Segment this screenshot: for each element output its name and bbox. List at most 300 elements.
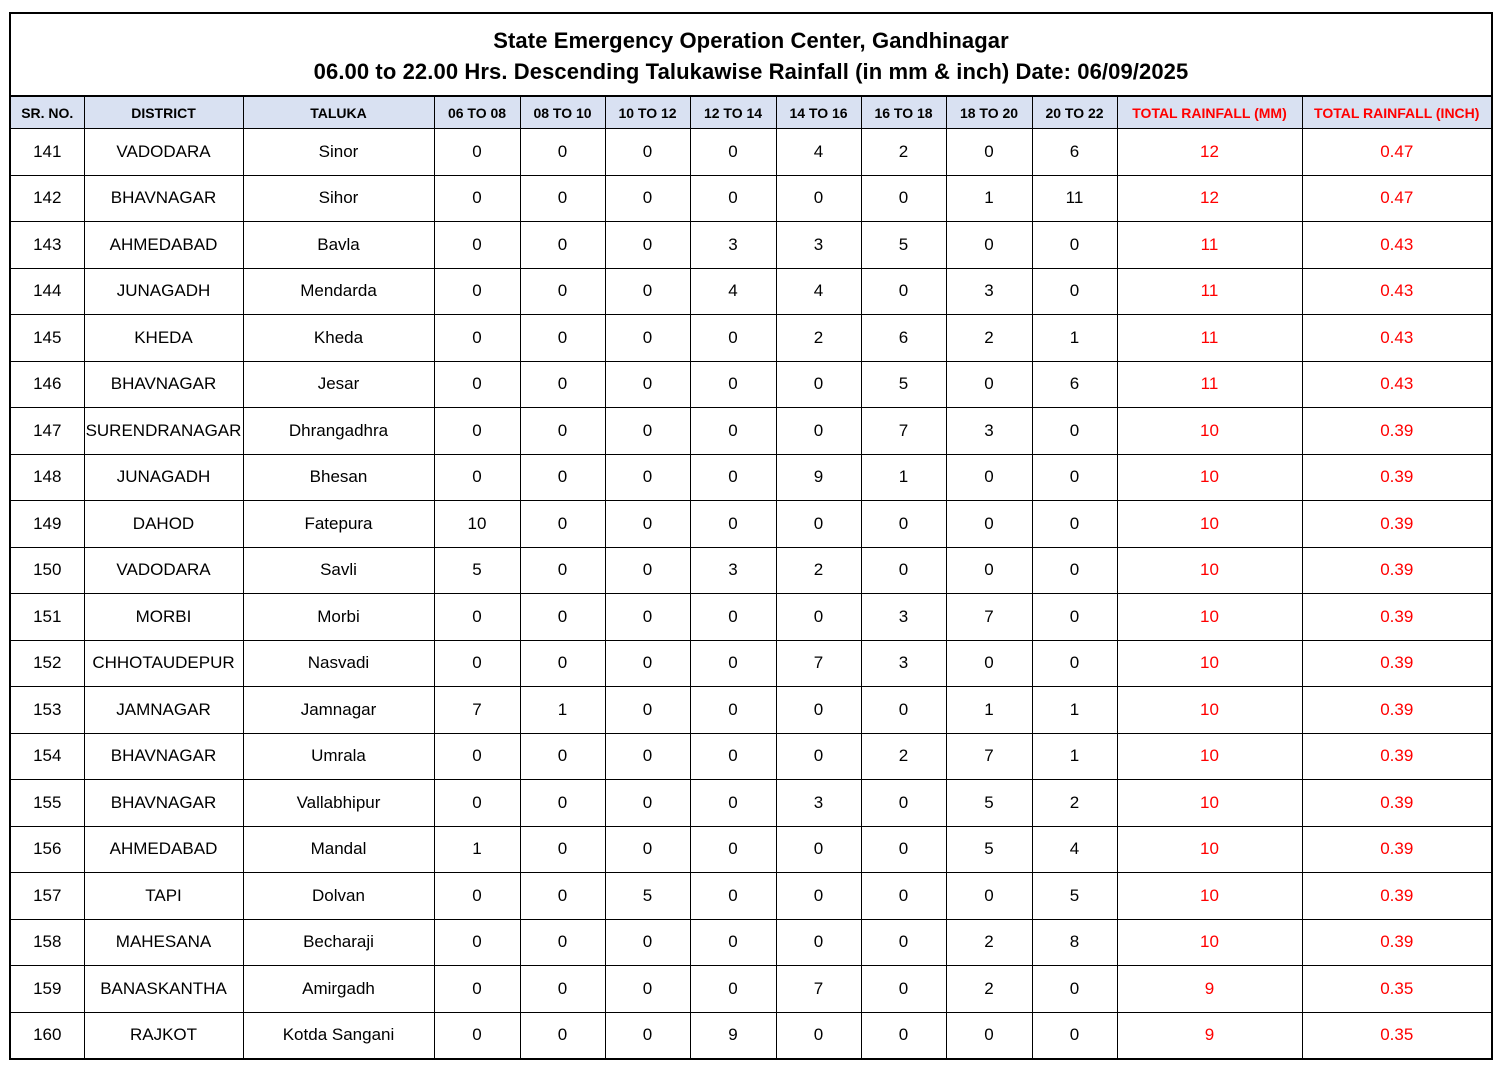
slot-16-18-cell: 0 [861, 547, 946, 594]
slot-14-16-cell: 0 [776, 1012, 861, 1058]
total-mm-cell: 10 [1117, 780, 1302, 827]
district-cell: JUNAGADH [84, 268, 243, 315]
sr-no-cell: 153 [11, 687, 84, 734]
slot-08-10-cell: 0 [520, 315, 605, 362]
slot-06-08-cell: 0 [434, 222, 520, 269]
slot-14-16-cell: 0 [776, 826, 861, 873]
slot-14-16-cell: 0 [776, 594, 861, 641]
total-mm-cell: 12 [1117, 175, 1302, 222]
taluka-cell: Mendarda [243, 268, 434, 315]
table-header-row [11, 97, 1491, 129]
slot-10-12-cell: 0 [605, 594, 690, 641]
table-row [11, 268, 1491, 315]
table-row [11, 361, 1491, 408]
total-mm-cell: 11 [1117, 315, 1302, 362]
total-inch-cell: 0.43 [1302, 361, 1491, 408]
slot-12-14-cell: 0 [690, 408, 776, 455]
slot-18-20-cell: 5 [946, 826, 1032, 873]
slot-18-20-cell: 7 [946, 594, 1032, 641]
slot-16-18-cell: 0 [861, 966, 946, 1013]
district-cell: TAPI [84, 873, 243, 920]
total-inch-cell: 0.39 [1302, 826, 1491, 873]
sr-no-cell: 147 [11, 408, 84, 455]
slot-08-10-cell: 0 [520, 268, 605, 315]
sr-no-cell: 156 [11, 826, 84, 873]
slot-16-18-cell: 0 [861, 268, 946, 315]
slot-08-10-cell: 0 [520, 222, 605, 269]
total-inch-cell: 0.47 [1302, 175, 1491, 222]
table-row [11, 687, 1491, 734]
slot-20-22-cell: 0 [1032, 966, 1117, 1013]
sr-no-cell: 149 [11, 501, 84, 548]
total-mm-cell: 10 [1117, 594, 1302, 641]
sr-no-cell: 151 [11, 594, 84, 641]
table-row [11, 129, 1491, 176]
taluka-cell: Amirgadh [243, 966, 434, 1013]
slot-14-16-cell: 0 [776, 361, 861, 408]
slot-20-22-cell: 2 [1032, 780, 1117, 827]
slot-14-16-cell: 3 [776, 780, 861, 827]
table-row [11, 1012, 1491, 1058]
slot-08-10-cell: 0 [520, 640, 605, 687]
slot-20-22-cell: 0 [1032, 1012, 1117, 1058]
slot-14-16-cell: 0 [776, 873, 861, 920]
total-mm-cell: 10 [1117, 547, 1302, 594]
slot-20-22-cell: 0 [1032, 408, 1117, 455]
sr-no-cell: 152 [11, 640, 84, 687]
slot-18-20-cell: 5 [946, 780, 1032, 827]
slot-10-12-cell: 0 [605, 640, 690, 687]
table-row [11, 315, 1491, 362]
slot-20-22-cell: 1 [1032, 687, 1117, 734]
taluka-cell: Dhrangadhra [243, 408, 434, 455]
taluka-cell: Bhesan [243, 454, 434, 501]
slot-20-22-cell: 0 [1032, 222, 1117, 269]
slot-12-14-cell: 0 [690, 687, 776, 734]
district-cell: BHAVNAGAR [84, 780, 243, 827]
slot-14-16-cell: 7 [776, 966, 861, 1013]
sr-no-cell: 159 [11, 966, 84, 1013]
table-row [11, 594, 1491, 641]
slot-12-14-cell: 0 [690, 919, 776, 966]
slot-12-14-cell: 0 [690, 501, 776, 548]
taluka-cell: Nasvadi [243, 640, 434, 687]
total-mm-cell: 10 [1117, 733, 1302, 780]
slot-18-20-cell: 0 [946, 873, 1032, 920]
slot-12-14-cell: 3 [690, 547, 776, 594]
total-mm-cell: 10 [1117, 501, 1302, 548]
slot-16-18-cell: 0 [861, 1012, 946, 1058]
slot-10-12-cell: 0 [605, 733, 690, 780]
slot-08-10-cell: 0 [520, 501, 605, 548]
total-inch-cell: 0.39 [1302, 501, 1491, 548]
slot-06-08-cell: 0 [434, 594, 520, 641]
total-inch-cell: 0.39 [1302, 780, 1491, 827]
slot-16-18-cell: 6 [861, 315, 946, 362]
slot-12-14-cell: 0 [690, 361, 776, 408]
slot-08-10-cell: 0 [520, 454, 605, 501]
slot-10-12-cell: 5 [605, 873, 690, 920]
district-cell: JUNAGADH [84, 454, 243, 501]
taluka-header: TALUKA [243, 97, 434, 129]
district-cell: MAHESANA [84, 919, 243, 966]
slot-08-10-cell: 0 [520, 780, 605, 827]
district-cell: BANASKANTHA [84, 966, 243, 1013]
total-inch-cell: 0.39 [1302, 408, 1491, 455]
table-row [11, 966, 1491, 1013]
slot-12-14-cell: 0 [690, 733, 776, 780]
slot-18-20-cell: 2 [946, 919, 1032, 966]
slot-16-18-cell: 5 [861, 361, 946, 408]
total-mm-cell: 10 [1117, 919, 1302, 966]
rainfall-report [9, 12, 1493, 1060]
slot-14-16-cell: 0 [776, 175, 861, 222]
slot-10-12-cell: 0 [605, 687, 690, 734]
slot-18-20-cell: 3 [946, 268, 1032, 315]
slot-06-08-cell: 0 [434, 454, 520, 501]
slot-06-08-cell: 0 [434, 640, 520, 687]
slot-14-16-cell: 9 [776, 454, 861, 501]
total-mm-cell: 10 [1117, 687, 1302, 734]
taluka-cell: Vallabhipur [243, 780, 434, 827]
district-cell: JAMNAGAR [84, 687, 243, 734]
total-mm-cell: 11 [1117, 361, 1302, 408]
slot-16-18-header: 16 TO 18 [861, 97, 946, 129]
sr-no-cell: 158 [11, 919, 84, 966]
sr-no-cell: 154 [11, 733, 84, 780]
slot-06-08-cell: 10 [434, 501, 520, 548]
total-inch-cell: 0.39 [1302, 594, 1491, 641]
slot-20-22-cell: 0 [1032, 594, 1117, 641]
slot-18-20-cell: 0 [946, 222, 1032, 269]
slot-20-22-cell: 8 [1032, 919, 1117, 966]
slot-20-22-cell: 0 [1032, 268, 1117, 315]
taluka-cell: Kheda [243, 315, 434, 362]
slot-08-10-cell: 0 [520, 547, 605, 594]
slot-08-10-cell: 0 [520, 594, 605, 641]
total-inch-cell: 0.47 [1302, 129, 1491, 176]
slot-18-20-cell: 0 [946, 361, 1032, 408]
slot-16-18-cell: 3 [861, 640, 946, 687]
total-inch-header: TOTAL RAINFALL (INCH) [1302, 97, 1491, 129]
district-cell: BHAVNAGAR [84, 361, 243, 408]
table-row [11, 547, 1491, 594]
total-inch-cell: 0.39 [1302, 919, 1491, 966]
slot-20-22-cell: 0 [1032, 454, 1117, 501]
table-row [11, 222, 1491, 269]
slot-20-22-cell: 6 [1032, 129, 1117, 176]
district-cell: KHEDA [84, 315, 243, 362]
total-inch-cell: 0.43 [1302, 222, 1491, 269]
slot-18-20-cell: 0 [946, 1012, 1032, 1058]
slot-18-20-cell: 0 [946, 454, 1032, 501]
slot-18-20-cell: 3 [946, 408, 1032, 455]
report-title-block [11, 14, 1491, 97]
slot-12-14-header: 12 TO 14 [690, 97, 776, 129]
taluka-cell: Jesar [243, 361, 434, 408]
slot-16-18-cell: 7 [861, 408, 946, 455]
slot-06-08-cell: 0 [434, 315, 520, 362]
slot-06-08-cell: 0 [434, 1012, 520, 1058]
slot-18-20-cell: 0 [946, 501, 1032, 548]
slot-06-08-cell: 0 [434, 873, 520, 920]
slot-16-18-cell: 0 [861, 919, 946, 966]
total-mm-cell: 10 [1117, 873, 1302, 920]
sr-no-cell: 141 [11, 129, 84, 176]
slot-20-22-cell: 0 [1032, 547, 1117, 594]
report-title: State Emergency Operation Center, Gandhinagar [493, 28, 1009, 53]
total-inch-cell: 0.35 [1302, 1012, 1491, 1058]
slot-16-18-cell: 2 [861, 733, 946, 780]
slot-06-08-cell: 0 [434, 408, 520, 455]
slot-18-20-cell: 2 [946, 315, 1032, 362]
slot-08-10-cell: 0 [520, 129, 605, 176]
slot-08-10-cell: 0 [520, 733, 605, 780]
slot-20-22-cell: 5 [1032, 873, 1117, 920]
table-row [11, 175, 1491, 222]
taluka-cell: Fatepura [243, 501, 434, 548]
sr-no-cell: 148 [11, 454, 84, 501]
slot-18-20-cell: 0 [946, 547, 1032, 594]
slot-06-08-cell: 0 [434, 129, 520, 176]
slot-18-20-cell: 0 [946, 129, 1032, 176]
slot-10-12-cell: 0 [605, 129, 690, 176]
slot-16-18-cell: 0 [861, 826, 946, 873]
slot-10-12-cell: 0 [605, 966, 690, 1013]
slot-10-12-cell: 0 [605, 501, 690, 548]
slot-08-10-cell: 0 [520, 966, 605, 1013]
taluka-cell: Becharaji [243, 919, 434, 966]
district-cell: VADODARA [84, 547, 243, 594]
total-inch-cell: 0.39 [1302, 547, 1491, 594]
taluka-cell: Jamnagar [243, 687, 434, 734]
table-row [11, 919, 1491, 966]
slot-20-22-cell: 1 [1032, 733, 1117, 780]
slot-14-16-cell: 7 [776, 640, 861, 687]
slot-14-16-cell: 0 [776, 501, 861, 548]
slot-20-22-cell: 1 [1032, 315, 1117, 362]
slot-06-08-cell: 1 [434, 826, 520, 873]
total-inch-cell: 0.39 [1302, 687, 1491, 734]
sr-no-cell: 150 [11, 547, 84, 594]
total-mm-cell: 9 [1117, 966, 1302, 1013]
total-inch-cell: 0.39 [1302, 454, 1491, 501]
slot-06-08-header: 06 TO 08 [434, 97, 520, 129]
taluka-cell: Sinor [243, 129, 434, 176]
district-cell: CHHOTAUDEPUR [84, 640, 243, 687]
table-row [11, 454, 1491, 501]
table-row [11, 640, 1491, 687]
slot-10-12-header: 10 TO 12 [605, 97, 690, 129]
slot-20-22-header: 20 TO 22 [1032, 97, 1117, 129]
total-inch-cell: 0.39 [1302, 640, 1491, 687]
slot-14-16-cell: 0 [776, 919, 861, 966]
slot-10-12-cell: 0 [605, 919, 690, 966]
slot-18-20-header: 18 TO 20 [946, 97, 1032, 129]
slot-20-22-cell: 11 [1032, 175, 1117, 222]
table-row [11, 780, 1491, 827]
slot-06-08-cell: 0 [434, 780, 520, 827]
slot-14-16-cell: 2 [776, 547, 861, 594]
district-cell: RAJKOT [84, 1012, 243, 1058]
slot-06-08-cell: 7 [434, 687, 520, 734]
district-cell: DAHOD [84, 501, 243, 548]
total-mm-cell: 10 [1117, 640, 1302, 687]
slot-14-16-cell: 0 [776, 687, 861, 734]
taluka-cell: Morbi [243, 594, 434, 641]
taluka-cell: Dolvan [243, 873, 434, 920]
district-cell: VADODARA [84, 129, 243, 176]
slot-16-18-cell: 5 [861, 222, 946, 269]
sr-no-cell: 145 [11, 315, 84, 362]
slot-12-14-cell: 3 [690, 222, 776, 269]
table-row [11, 501, 1491, 548]
slot-14-16-cell: 0 [776, 733, 861, 780]
slot-18-20-cell: 1 [946, 175, 1032, 222]
slot-08-10-cell: 0 [520, 175, 605, 222]
total-mm-cell: 9 [1117, 1012, 1302, 1058]
taluka-cell: Savli [243, 547, 434, 594]
total-mm-cell: 11 [1117, 222, 1302, 269]
slot-10-12-cell: 0 [605, 1012, 690, 1058]
sr-no-cell: 157 [11, 873, 84, 920]
slot-16-18-cell: 0 [861, 873, 946, 920]
district-cell: BHAVNAGAR [84, 733, 243, 780]
slot-14-16-cell: 0 [776, 408, 861, 455]
district-cell: AHMEDABAD [84, 826, 243, 873]
sr-no-cell: 142 [11, 175, 84, 222]
slot-14-16-cell: 3 [776, 222, 861, 269]
slot-20-22-cell: 4 [1032, 826, 1117, 873]
slot-08-10-cell: 0 [520, 919, 605, 966]
sr-no-header: SR. NO. [11, 97, 84, 129]
slot-10-12-cell: 0 [605, 315, 690, 362]
slot-12-14-cell: 0 [690, 873, 776, 920]
sr-no-cell: 144 [11, 268, 84, 315]
slot-06-08-cell: 5 [434, 547, 520, 594]
taluka-cell: Kotda Sangani [243, 1012, 434, 1058]
slot-08-10-cell: 1 [520, 687, 605, 734]
total-inch-cell: 0.43 [1302, 315, 1491, 362]
report-subtitle: 06.00 to 22.00 Hrs. Descending Talukawise Rainfall (in mm & inch) Date: 06/09/2025 [313, 59, 1189, 84]
slot-10-12-cell: 0 [605, 268, 690, 315]
sr-no-cell: 155 [11, 780, 84, 827]
slot-08-10-cell: 0 [520, 873, 605, 920]
slot-16-18-cell: 0 [861, 687, 946, 734]
slot-14-16-cell: 2 [776, 315, 861, 362]
slot-18-20-cell: 0 [946, 640, 1032, 687]
slot-10-12-cell: 0 [605, 361, 690, 408]
slot-06-08-cell: 0 [434, 966, 520, 1013]
table-row [11, 826, 1491, 873]
slot-12-14-cell: 0 [690, 966, 776, 1013]
sr-no-cell: 143 [11, 222, 84, 269]
slot-06-08-cell: 0 [434, 361, 520, 408]
slot-20-22-cell: 0 [1032, 501, 1117, 548]
slot-16-18-cell: 2 [861, 129, 946, 176]
district-cell: BHAVNAGAR [84, 175, 243, 222]
slot-16-18-cell: 0 [861, 175, 946, 222]
slot-14-16-cell: 4 [776, 268, 861, 315]
total-mm-cell: 10 [1117, 454, 1302, 501]
district-cell: AHMEDABAD [84, 222, 243, 269]
slot-12-14-cell: 0 [690, 315, 776, 362]
slot-12-14-cell: 0 [690, 454, 776, 501]
district-cell: MORBI [84, 594, 243, 641]
slot-18-20-cell: 2 [946, 966, 1032, 1013]
taluka-cell: Umrala [243, 733, 434, 780]
slot-14-16-header: 14 TO 16 [776, 97, 861, 129]
slot-08-10-cell: 0 [520, 826, 605, 873]
total-mm-cell: 10 [1117, 408, 1302, 455]
slot-12-14-cell: 0 [690, 780, 776, 827]
taluka-cell: Mandal [243, 826, 434, 873]
slot-06-08-cell: 0 [434, 919, 520, 966]
taluka-cell: Bavla [243, 222, 434, 269]
slot-06-08-cell: 0 [434, 733, 520, 780]
table-row [11, 408, 1491, 455]
slot-20-22-cell: 6 [1032, 361, 1117, 408]
slot-14-16-cell: 4 [776, 129, 861, 176]
slot-08-10-cell: 0 [520, 408, 605, 455]
slot-16-18-cell: 0 [861, 501, 946, 548]
sr-no-cell: 160 [11, 1012, 84, 1058]
rainfall-table [11, 97, 1491, 1058]
slot-12-14-cell: 0 [690, 129, 776, 176]
slot-10-12-cell: 0 [605, 222, 690, 269]
slot-06-08-cell: 0 [434, 175, 520, 222]
slot-08-10-cell: 0 [520, 1012, 605, 1058]
total-inch-cell: 0.39 [1302, 873, 1491, 920]
slot-18-20-cell: 1 [946, 687, 1032, 734]
slot-16-18-cell: 1 [861, 454, 946, 501]
total-mm-cell: 11 [1117, 268, 1302, 315]
slot-12-14-cell: 9 [690, 1012, 776, 1058]
slot-10-12-cell: 0 [605, 408, 690, 455]
slot-10-12-cell: 0 [605, 175, 690, 222]
slot-10-12-cell: 0 [605, 826, 690, 873]
slot-10-12-cell: 0 [605, 454, 690, 501]
total-mm-cell: 10 [1117, 826, 1302, 873]
slot-06-08-cell: 0 [434, 268, 520, 315]
total-inch-cell: 0.39 [1302, 733, 1491, 780]
slot-08-10-cell: 0 [520, 361, 605, 408]
slot-20-22-cell: 0 [1032, 640, 1117, 687]
district-cell: SURENDRANAGAR [84, 408, 243, 455]
slot-12-14-cell: 0 [690, 640, 776, 687]
taluka-cell: Sihor [243, 175, 434, 222]
slot-12-14-cell: 0 [690, 826, 776, 873]
total-mm-header: TOTAL RAINFALL (MM) [1117, 97, 1302, 129]
slot-12-14-cell: 4 [690, 268, 776, 315]
district-header: DISTRICT [84, 97, 243, 129]
slot-12-14-cell: 0 [690, 175, 776, 222]
total-inch-cell: 0.35 [1302, 966, 1491, 1013]
sr-no-cell: 146 [11, 361, 84, 408]
total-inch-cell: 0.43 [1302, 268, 1491, 315]
table-row [11, 873, 1491, 920]
slot-10-12-cell: 0 [605, 780, 690, 827]
slot-16-18-cell: 0 [861, 780, 946, 827]
slot-16-18-cell: 3 [861, 594, 946, 641]
slot-18-20-cell: 7 [946, 733, 1032, 780]
table-body [11, 129, 1491, 1059]
slot-08-10-header: 08 TO 10 [520, 97, 605, 129]
slot-10-12-cell: 0 [605, 547, 690, 594]
total-mm-cell: 12 [1117, 129, 1302, 176]
slot-12-14-cell: 0 [690, 594, 776, 641]
table-row [11, 733, 1491, 780]
